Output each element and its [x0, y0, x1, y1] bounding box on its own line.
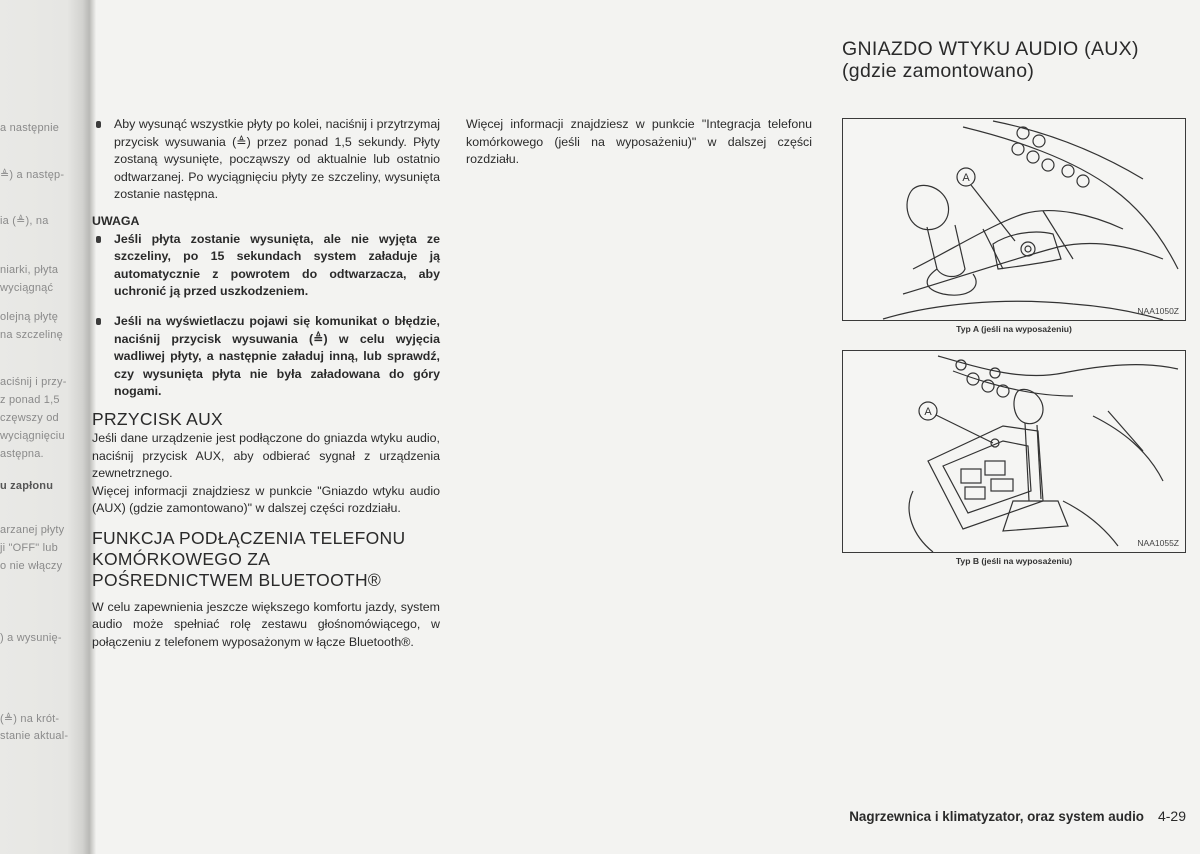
bluetooth-paragraph: W celu zapewnienia jeszcze większego komfortu jazdy, system audio może spełniać rolę zestawu głośnomówiącego, w połączeniu z telefonem wyposażonym w łącze Bluetooth®. [92, 599, 440, 650]
bullet-icon [96, 121, 101, 128]
bleed-text-fragment: o nie włączy [0, 560, 63, 572]
aux-paragraph-1: Jeśli dane urządzenie jest podłączone do gniazda wtyku audio, naciśnij przycisk AUX, aby odbierać sygnał z urządzenia zewnetrznego. [92, 430, 440, 481]
middle-column [466, 116, 812, 169]
bleed-text-fragment: z ponad 1,5 [0, 394, 60, 406]
note-item-text: Jeśli na wyświetlaczu pojawi się komunikat o błędzie, naciśnij przycisk wysuwania (≜) w celu wyjęcia wadliwej płyty, a następnie załaduj inną, lub sprawdź, czy wysunięta płyta nie była załadowana do góry nogami. [114, 313, 440, 399]
page-number: 4-29 [1157, 808, 1186, 824]
aux-button-heading: PRZYCISK AUX [92, 408, 223, 429]
previous-page-bleed [0, 0, 96, 854]
console-illustration-a [843, 119, 1185, 320]
bleed-text-fragment: niarki, płyta [0, 264, 59, 276]
bleed-text-fragment: częwszy od [0, 412, 59, 424]
bleed-text-fragment: astępna. [0, 448, 44, 460]
bleed-text-fragment: ≜) a następ- [0, 169, 65, 181]
bleed-text-fragment: aciśnij i przy- [0, 376, 67, 388]
note-item [92, 313, 440, 401]
bleed-text-fragment: u zapłonu [0, 480, 54, 492]
console-illustration-b [843, 351, 1185, 552]
bullet-icon [96, 236, 101, 243]
bluetooth-heading-line: FUNKCJA PODŁĄCZENIA TELEFONU [92, 527, 406, 548]
bleed-text-fragment: a następnie [0, 122, 60, 134]
figure-b-caption: Typ B (jeśli na wyposażeniu) [955, 556, 1073, 566]
bleed-text-fragment: ia (≜), na [0, 215, 49, 227]
bluetooth-heading [92, 528, 440, 591]
figure-a-caption: Typ A (jeśli na wyposażeniu) [956, 324, 1072, 334]
note-heading: UWAGA [92, 213, 140, 228]
bleed-text-fragment: stanie aktual- [0, 730, 69, 742]
aux-jack-subtitle: (gdzie zamontowano) [842, 60, 1035, 82]
callout-a: A [962, 172, 970, 184]
bleed-text-fragment: na szczelinę [0, 329, 63, 341]
aux-paragraph-2: Więcej informacji znajdziesz w punkcie "Gniazdo wtyku audio (AUX) (gdzie zamontowano)" w dalszej części rozdziału. [92, 483, 440, 516]
footer-section-title: Nagrzewnica i klimatyzator, oraz system audio [849, 809, 1144, 824]
figure-type-b [842, 350, 1186, 553]
note-item [92, 231, 440, 301]
phone-integration-paragraph: Więcej informacji znajdziesz w punkcie "Integracja telefonu komórkowego (jeśli na wyposażeniu)" w dalszej części rozdziału. [466, 117, 812, 167]
note-item-text: Jeśli płyta zostanie wysunięta, ale nie wyjęta ze szczeliny, po 15 sekundach system załaduje ją automatycznie z powrotem do odtwarzacza, aby uchronić ją przed uszkodzeniem. [114, 231, 440, 299]
page-footer [849, 808, 1186, 824]
bleed-text-fragment: ) a wysunię- [0, 632, 62, 644]
aux-jack-title [842, 38, 1139, 82]
bleed-text-fragment: (≜) na krót- [0, 713, 60, 725]
figure-type-a [842, 118, 1186, 321]
figure-code: NAA1055Z [1137, 538, 1179, 548]
aux-jack-title-line: GNIAZDO WTYKU AUDIO (AUX) [842, 38, 1139, 60]
bleed-text-fragment: ji "OFF" lub [0, 542, 58, 554]
figure-code: NAA1050Z [1137, 306, 1179, 316]
bleed-text-fragment: wyciągnięciu [0, 430, 65, 442]
left-column [92, 116, 440, 652]
bluetooth-heading-line: POŚREDNICTWEM BLUETOOTH® [92, 569, 382, 590]
bleed-text-fragment: wyciągnąć [0, 282, 54, 294]
eject-all-text: Aby wysunąć wszystkie płyty po kolei, naciśnij i przytrzymaj przycisk wysuwania (≜) przez ponad 1,5 sekundy. Płyty zostaną wysunięte, począwszy od aktualnie lub ostatnio odtwarzanej. Po wyciągnięciu płyty ze szczeliny, wysunięta zostanie następna. [114, 117, 440, 202]
eject-all-bullet [92, 116, 440, 204]
bleed-text-fragment: arzanej płyty [0, 524, 65, 536]
bleed-text-fragment: olejną płytę [0, 311, 59, 323]
bullet-icon [96, 318, 101, 325]
bluetooth-heading-line: KOMÓRKOWEGO ZA [92, 548, 271, 569]
callout-a: A [924, 406, 932, 418]
